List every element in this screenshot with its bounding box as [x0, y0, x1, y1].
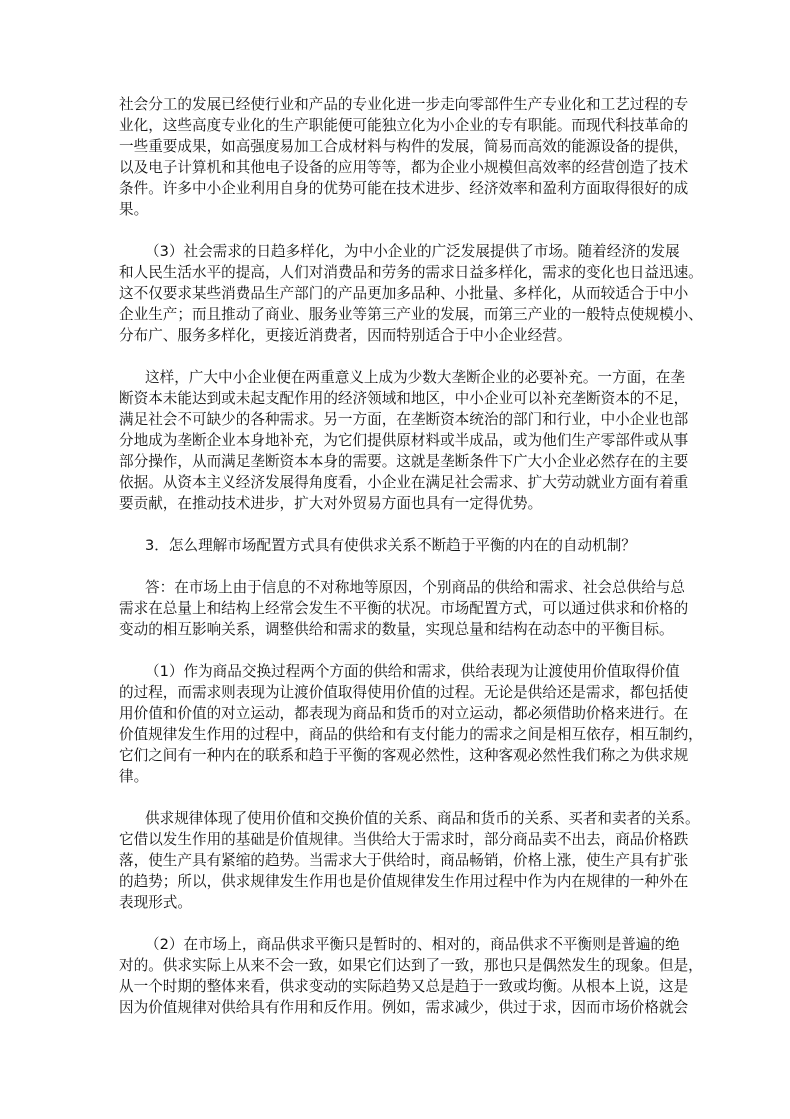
text-line: 3．怎么理解市场配置方式具有使供求关系不断趋于平衡的内在的自动机制？	[145, 537, 636, 554]
text-line: 一些重要成果，如高强度易加工合成材料与构件的发展，简易而高效的能源设备的提供，	[119, 138, 689, 155]
text-line: 的过程，而需求则表现为让渡价值取得使用价值的过程。无论是供给还是需求，都包括使	[119, 684, 689, 701]
text-line: 它借以发生作用的基础是价值规律。当供给大于需求时，部分商品卖不出去，商品价格跌	[119, 831, 689, 848]
answer-intro	[119, 577, 689, 640]
paragraph-continuation	[119, 94, 689, 220]
text-line: 从一个时期的整体来看，供求变动的实际趋势又总是趋于一致或均衡。从根本上说，这是	[119, 978, 689, 995]
text-line: 这样，广大中小企业便在两重意义上成为少数大垄断企业的必要补充。一方面，在垄	[145, 369, 685, 386]
text-line: （3）社会需求的日趋多样化，为中小企业的广泛发展提供了市场。随着经济的发展	[145, 243, 680, 260]
text-line: 供求规律体现了使用价值和交换价值的关系、商品和货币的关系、买者和卖者的关系。	[145, 810, 700, 827]
text-line: 分布广、服务多样化，更接近消费者，因而特别适合于中小企业经营。	[119, 327, 572, 344]
text-line: 价值规律发生作用的过程中，商品的供给和有支付能力的需求之间是相互依存，相互制约，	[119, 726, 703, 743]
text-line: （2）在市场上，商品供求平衡只是暂时的、相对的，商品供求不平衡则是普遍的绝	[145, 936, 680, 953]
text-line: 表现形式。	[119, 894, 192, 911]
text-line: 满足社会不可缺少的各种需求。另一方面，在垄断资本统治的部门和行业，中小企业也部	[119, 411, 689, 428]
text-line: 以及电子计算机和其他电子设备的应用等等，都为企业小规模但高效率的经营创造了技术	[119, 159, 689, 176]
text-line: 对的。供求实际上从来不会一致，如果它们达到了一致，那也只是偶然发生的现象。但是，	[119, 957, 703, 974]
text-line: 落，使生产具有紧缩的趋势。当需求大于供给时，商品畅销，价格上涨，使生产具有扩张	[119, 852, 689, 869]
text-line: 分地成为垄断企业本身地补充，为它们提供原材料或半成品，或为他们生产零部件或从事	[119, 432, 689, 449]
text-line: 果。	[119, 201, 149, 218]
paragraph-point-3	[119, 241, 703, 346]
text-line: 这不仅要求某些消费品生产部门的产品更加多品种、小批量、多样化，从而较适合于中小	[119, 285, 689, 302]
text-line: 业化，这些高度专业化的生产职能便可能独立化为小企业的专有职能。而现代科技革命的	[119, 117, 689, 134]
paragraph-point-2	[119, 934, 703, 1018]
text-line: 变动的相互影响关系，调整供给和需求的数量，实现总量和结构在动态中的平衡目标。	[119, 621, 674, 638]
paragraph-point-1	[119, 661, 703, 787]
text-line: 因为价值规律对供给具有作用和反作用。例如，需求减少，供过于求，因而市场价格就会	[119, 999, 689, 1016]
text-line: 企业生产；而且推动了商业、服务业等第三产业的发展，而第三产业的一般特点使规模小、	[119, 306, 703, 323]
text-line: 条件。许多中小企业利用自身的优势可能在技术进步、经济效率和盈利方面取得很好的成	[119, 180, 689, 197]
text-line: 答：在市场上由于信息的不对称地等原因，个别商品的供给和需求、社会总供给与总	[145, 579, 685, 596]
text-line: 律。	[119, 768, 149, 785]
text-line: 需求在总量上和结构上经常会发生不平衡的状况。市场配置方式，可以通过供求和价格的	[119, 600, 689, 617]
text-line: 要贡献，在推动技术进步，扩大对外贸易方面也具有一定得优势。	[119, 495, 543, 512]
paragraph-supply-demand-law	[119, 808, 700, 913]
text-line: 的趋势；所以，供求规律发生作用也是价值规律发生作用过程中作为内在规律的一种外在	[119, 873, 689, 890]
text-line: 依据。从资本主义经济发展得角度看，小企业在满足社会需求、扩大劳动就业方面有着重	[119, 474, 689, 491]
paragraph-summary	[119, 367, 689, 514]
question-heading	[119, 535, 679, 556]
document-page	[119, 94, 703, 1039]
text-line: 部分操作，从而满足垄断资本本身的需要。这就是垄断条件下广大小企业必然存在的主要	[119, 453, 689, 470]
text-line: 用价值和价值的对立运动，都表现为商品和货币的对立运动，都必须借助价格来进行。在	[119, 705, 689, 722]
text-line: 它们之间有一种内在的联系和趋于平衡的客观必然性，这种客观必然性我们称之为供求规	[119, 747, 689, 764]
text-line: 和人民生活水平的提高，人们对消费品和劳务的需求日益多样化，需求的变化也日益迅速。	[119, 264, 703, 281]
text-line: 社会分工的发展已经使行业和产品的专业化进一步走向零部件生产专业化和工艺过程的专	[119, 96, 689, 113]
text-line: （1）作为商品交换过程两个方面的供给和需求，供给表现为让渡使用价值取得价值	[145, 663, 680, 680]
text-line: 断资本未能达到或未起支配作用的经济领域和地区，中小企业可以补充垄断资本的不足，	[119, 390, 689, 407]
